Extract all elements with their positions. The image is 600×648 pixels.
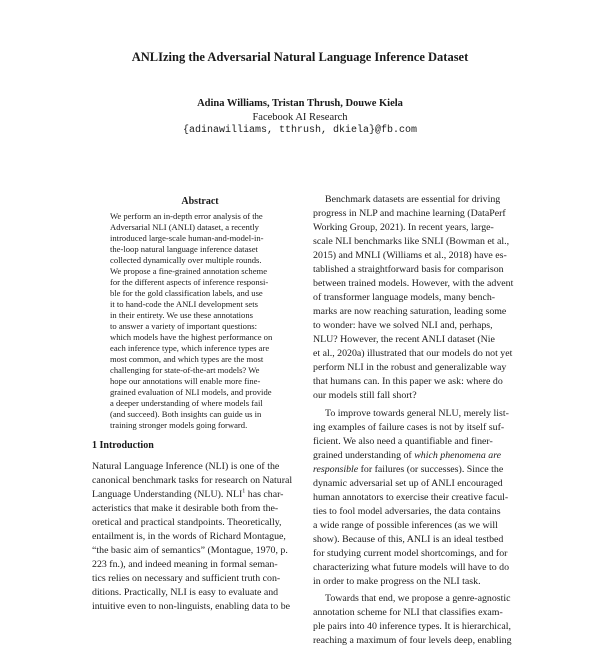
body-line: between trained models. However, with the advent	[313, 278, 514, 289]
body-line: Natural Language Inference (NLI) is one of the	[92, 461, 280, 472]
abstract-line: it to hand-code the ANLI development sets	[110, 299, 258, 309]
abstract-line: introduced large-scale human-and-model-in-	[110, 233, 264, 243]
abstract-line: hope our annotations will enable more fine-	[110, 376, 261, 386]
body-line: ple pairs into 40 inference types. It is hierarchical,	[313, 621, 511, 632]
body-line: human annotators to exercise their creative facul-	[313, 492, 509, 503]
body-line: entailment is, in the words of Richard Montague,	[92, 531, 286, 542]
body-line: reaching a maximum of four levels deep, enabling	[313, 635, 512, 646]
body-line: “the basic aim of semantics” (Montague, 1970, p.	[92, 545, 288, 556]
abstract-line: training stronger models going forward.	[110, 420, 248, 430]
abstract-line: ble for the gold classification labels, and use	[110, 288, 263, 298]
body-line: ties to fool model adversaries, the data contains	[313, 506, 501, 517]
section-heading-introduction: 1 Introduction	[92, 440, 154, 451]
body-line: in order to make progress on the NLI task.	[313, 576, 481, 587]
body-line	[313, 449, 501, 463]
body-line: 223 fn.), and indeed meaning in formal seman-	[92, 559, 278, 570]
abstract-line: Adversarial NLI (ANLI) dataset, a recently	[110, 222, 259, 232]
body-line: that humans can. In this paper we ask: where do	[313, 376, 503, 387]
abstract-line: most common, and which types are the most	[110, 354, 264, 364]
body-line: for studying current model shortcomings, and for	[313, 548, 508, 559]
paper-title: ANLIzing the Adversarial Natural Language Inference Dataset	[131, 50, 469, 64]
author-emails: {adinawilliams, tthrush, dkiela}@fb.com	[182, 125, 418, 136]
body-line: progress in NLP and machine learning (DataPerf	[313, 208, 506, 219]
body-line: our models still fall short?	[313, 390, 417, 401]
body-line: ditions. Practically, NLI is easy to evaluate and	[92, 587, 279, 598]
body-text: Language Understanding (NLU). NLI	[92, 489, 243, 500]
body-line: et al., 2020a) illustrated that our models do not yet	[313, 348, 513, 359]
body-line: ing examples of failure cases is not by itself suf-	[313, 422, 505, 433]
body-line: show). Because of this, ANLI is an ideal testbed	[313, 534, 504, 545]
body-line	[313, 463, 503, 477]
body-line: Working Group, 2021). In recent years, large-	[313, 222, 494, 233]
abstract-line: collected dynamically over multiple rounds.	[110, 255, 262, 265]
body-line: Towards that end, we propose a genre-agnostic	[325, 593, 511, 604]
abstract-line: grained evaluation of NLI models, and provide	[110, 387, 272, 397]
abstract-line: challenging for state-of-the-art models? We	[110, 365, 260, 375]
body-text: grained understanding of	[313, 450, 415, 461]
body-line: annotation scheme for NLI that classifies exam-	[313, 607, 503, 618]
abstract-line: a deeper understanding of where models fail	[110, 398, 263, 408]
body-line: oretical and practical standpoints. Theoretically,	[92, 517, 282, 528]
body-line: canonical benchmark tasks for research on Natural	[92, 475, 293, 486]
abstract-line: We propose a fine-grained annotation scheme	[110, 266, 268, 276]
body-line: ficient. We also need a quantifiable and finer-	[313, 436, 493, 447]
body-text: has char-	[245, 489, 284, 500]
body-line	[92, 488, 283, 502]
body-line: Benchmark datasets are essential for driving	[325, 194, 501, 205]
body-line: a wide range of possible inferences (as we will	[313, 520, 498, 531]
footnote-marker: 1	[242, 488, 246, 495]
abstract-line: for the different aspects of inference responsi-	[110, 277, 269, 287]
body-line: intuitive even to non-linguists, enabling data to be	[92, 601, 291, 612]
abstract-line: to answer a variety of important questions:	[110, 321, 258, 331]
body-line: NLU? However, the recent ANLI dataset (Nie	[313, 334, 495, 345]
emphasis-text: which phenomena are	[414, 450, 502, 461]
body-line: perform NLI in the robust and generalizable way	[313, 362, 507, 373]
body-line: marks are now reaching saturation, leading some	[313, 306, 507, 317]
author-list: Adina Williams, Tristan Thrush, Douwe Kiela	[197, 98, 403, 109]
abstract-line: (and succeed). Both insights can guide us in	[110, 409, 262, 419]
body-line: characterizing what future models will have to do	[313, 562, 510, 573]
body-line: scale NLI benchmarks like SNLI (Bowman et al.,	[313, 236, 510, 247]
abstract-line: We perform an in-depth error analysis of the	[110, 211, 263, 221]
body-line: To improve towards general NLU, merely list-	[325, 408, 509, 419]
body-line: dynamic adversarial set up of ANLI encouraged	[313, 478, 503, 489]
abstract-line: each inference type, which inference types are	[110, 343, 270, 353]
affiliation: Facebook AI Research	[252, 112, 348, 123]
abstract-line: which models have the highest performance on	[110, 332, 273, 342]
body-line: tablished a straightforward basis for comparison	[313, 264, 504, 275]
body-line: acteristics that make it desirable both from the-	[92, 503, 279, 514]
abstract-line: in their entirety. We use these annotations	[110, 310, 253, 320]
body-line: of transformer language models, many bench-	[313, 292, 496, 303]
abstract-heading: Abstract	[181, 196, 219, 207]
emphasis-text: responsible	[313, 464, 359, 475]
body-line: to wonder: have we solved NLI and, perhaps,	[313, 320, 493, 331]
body-line: tics relies on necessary and sufficient truth con-	[92, 573, 281, 584]
abstract-line: the-loop natural language inference dataset	[110, 244, 258, 254]
body-line: 2015) and MNLI (Williams et al., 2018) have es-	[313, 250, 507, 261]
body-text: for failures (or successes). Since the	[358, 464, 504, 475]
